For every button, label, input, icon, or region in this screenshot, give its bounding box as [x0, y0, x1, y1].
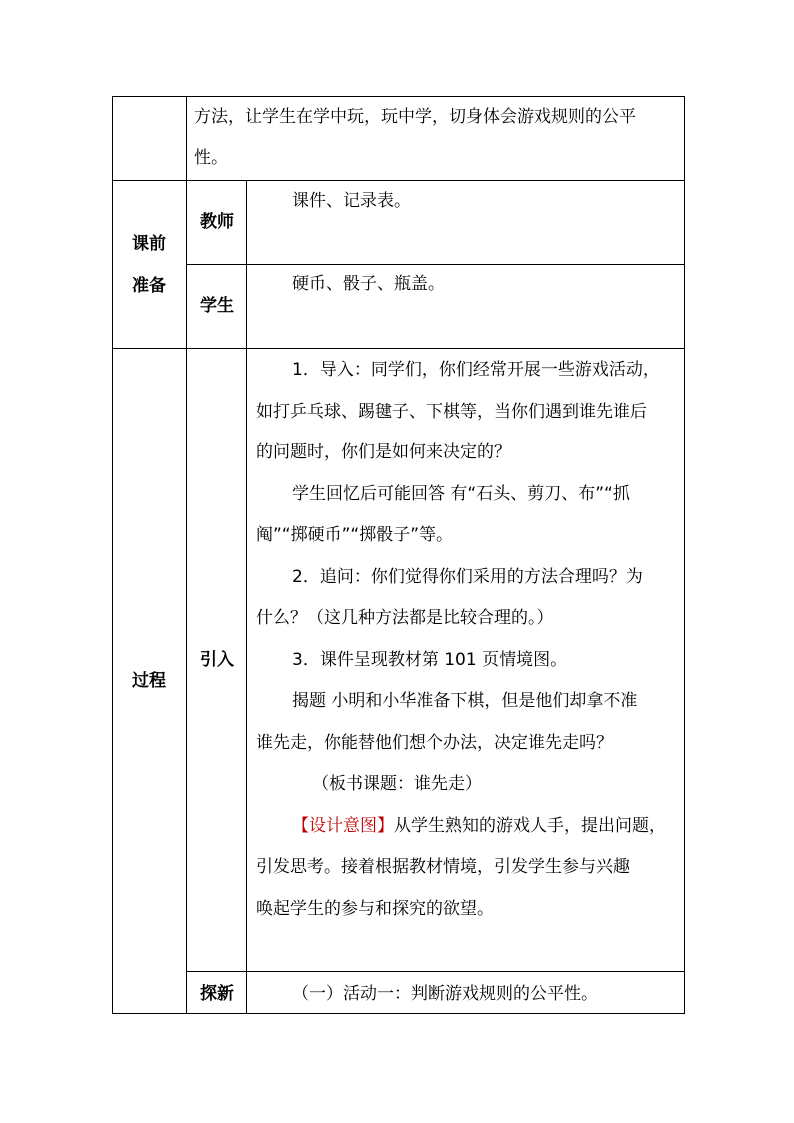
explore-content: （一）活动一：判断游戏规则的公平性。: [292, 984, 598, 1004]
intro-line-7: 什么？（这几种方法都是比较合理的。）: [256, 608, 554, 628]
intro-line-10: 谁先走，你能替他们想个办法，决定谁先走吗？: [256, 733, 613, 753]
design-intent-tag: 【设计意图】: [292, 816, 394, 836]
student-content: 硬币、骰子、瓶盖。: [292, 274, 445, 294]
design-intent-text-1: 从学生熟知的游戏人手，提出问题，: [394, 816, 666, 836]
row-divider-top-prep: [112, 180, 685, 181]
explore-label: 探新: [200, 984, 234, 1004]
intro-line-9: 揭题 小明和小华准备下棋，但是他们却拿不准: [292, 691, 638, 711]
top-row-line-2: 性。: [194, 148, 228, 168]
intro-line-11: （板书课题：谁先走）: [312, 774, 482, 794]
table-border-right: [684, 96, 685, 1014]
intro-line-2: 如打乒乓球、踢毽子、下棋等，当你们遇到谁先谁后: [256, 402, 647, 422]
intro-line-1: 1．导入：同学们，你们经常开展一些游戏活动，: [292, 360, 660, 380]
design-intent-line-2: 引发思考。接着根据教材情境，引发学生参与兴趣: [256, 857, 630, 877]
teacher-content: 课件、记录表。: [292, 191, 411, 211]
design-intent-line-3: 唤起学生的参与和探究的欲望。: [256, 899, 494, 919]
intro-line-3: 的问题时，你们是如何来决定的？: [256, 442, 511, 462]
table-border-left: [112, 96, 113, 1014]
row-divider-teacher-student: [186, 264, 685, 265]
intro-line-6: 2．追问：你们觉得你们采用的方法合理吗？为: [292, 567, 643, 587]
design-intent-line-1: [292, 815, 666, 837]
row-divider-intro-explore: [186, 971, 685, 972]
prep-label-line-1: 课前: [132, 234, 166, 254]
intro-line-5: 阄”“掷硬币”“掷骰子”等。: [256, 525, 454, 545]
table-border-top: [112, 96, 685, 97]
student-label: 学生: [200, 296, 234, 316]
prep-label-line-2: 准备: [132, 276, 166, 296]
col-divider-2: [246, 180, 247, 1014]
teacher-label: 教师: [200, 212, 234, 232]
lesson-plan-table: [112, 96, 685, 1014]
top-row-line-1: 方法，让学生在学中玩，玩中学，切身体会游戏规则的公平: [194, 107, 636, 127]
intro-line-4: 学生回忆后可能回答 有“石头、剪刀、布”“抓: [292, 484, 630, 504]
table-border-bottom: [112, 1013, 685, 1014]
col-divider-1: [186, 96, 187, 1014]
intro-label: 引入: [200, 650, 234, 670]
row-divider-prep-process: [112, 348, 685, 349]
intro-line-8: 3．课件呈现教材第 101 页情境图。: [292, 650, 568, 670]
process-label: 过程: [132, 671, 166, 691]
